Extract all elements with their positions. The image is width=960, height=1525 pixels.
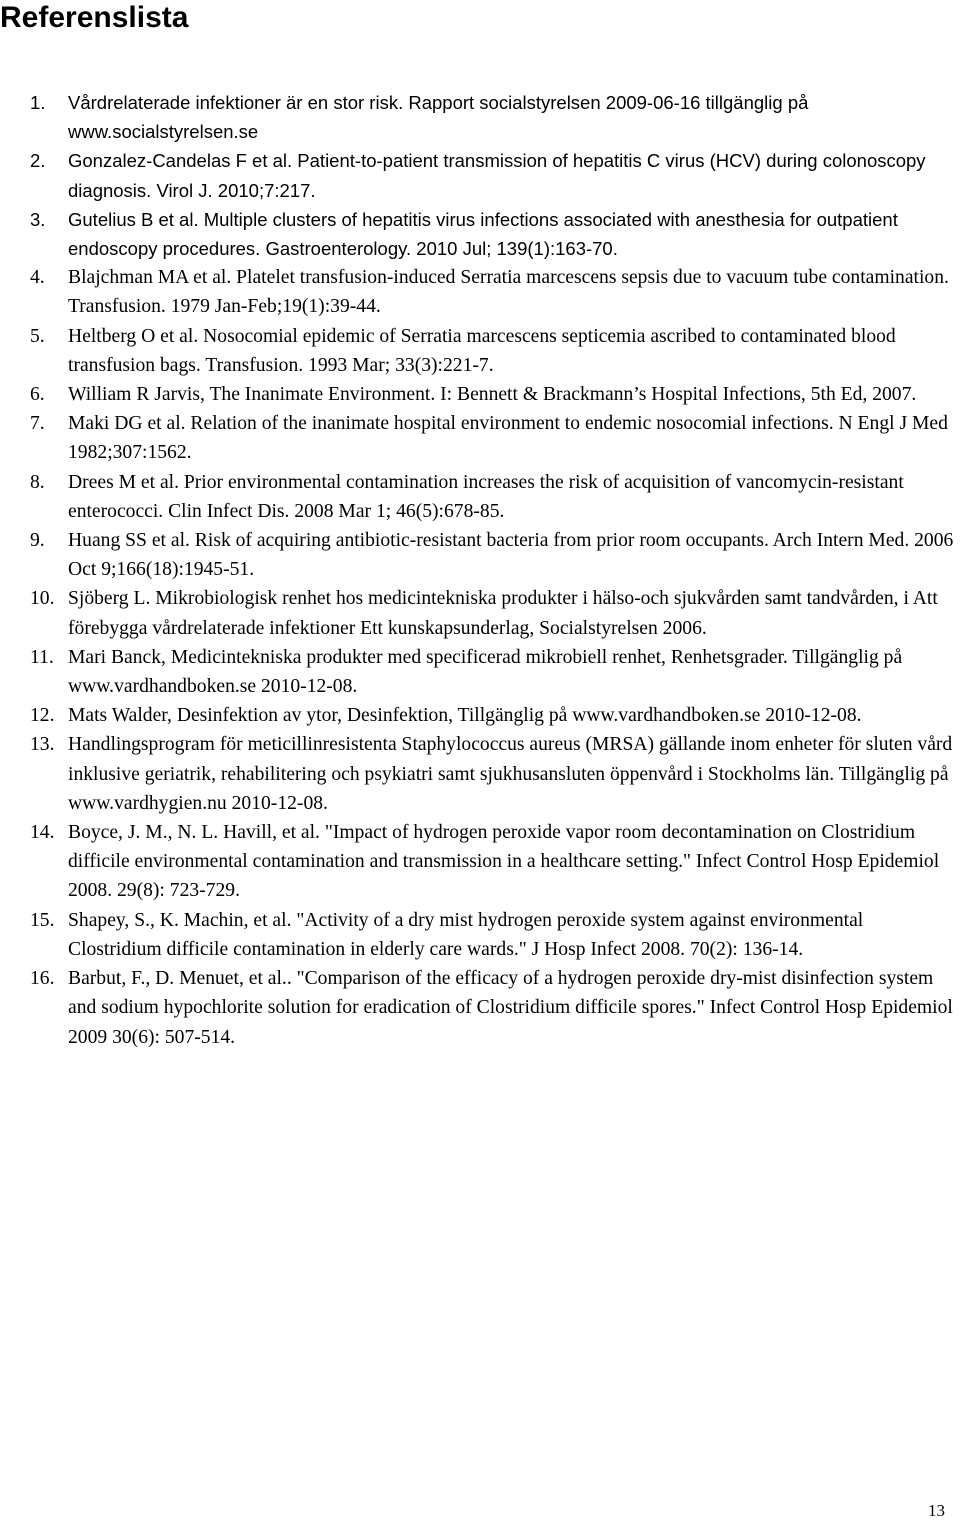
reference-item	[0, 205, 960, 263]
reference-item	[0, 263, 960, 321]
reference-text: Shapey, S., K. Machin, et al. "Activity of a dry mist hydrogen peroxide system against environmental Clostridium difficile contamination in elderly care wards." J Hosp Infect 2008. 70(2): 136-14.	[68, 909, 864, 960]
reference-text: Vårdrelaterade infektioner är en stor risk. Rapport socialstyrelsen 2009-06-16 tillgänglig på www.socialstyrelsen.se	[68, 92, 809, 143]
reference-text: Mari Banck, Medicintekniska produkter med specificerad mikrobiell renhet, Renhetsgrader. Tillgänglig på www.vardhandboken.se 2010-12-08.	[68, 646, 903, 698]
reference-number: 12.	[30, 705, 55, 727]
reference-text: Maki DG et al. Relation of the inanimate hospital environment to endemic nosocomial infections. N Engl J Med 1982;307:1562.	[68, 413, 948, 464]
reference-text: Handlingsprogram för meticillinresistenta Staphylococcus aureus (MRSA) gällande inom enheter för sluten vård inklusive geriatrik, rehabilitering och psykiatri samt sjukhusansluten öppenvård i Stockholms län. Tillgänglig på www.vardhygien.nu 2010-12-08.	[68, 734, 953, 814]
reference-item	[0, 322, 960, 380]
reference-number: 13.	[30, 734, 55, 756]
reference-number: 14.	[30, 822, 55, 844]
reference-number: 11.	[30, 646, 54, 668]
reference-item	[0, 818, 960, 906]
reference-item	[0, 380, 960, 409]
reference-text: Drees M et al. Prior environmental contamination increases the risk of acquisition of vancomycin-resistant enterococci. Clin Infect Dis. 2008 Mar 1; 46(5):678-85.	[68, 471, 904, 522]
reference-text: Boyce, J. M., N. L. Havill, et al. "Impact of hydrogen peroxide vapor room decontamination on Clostridium difficile environmental contamination and transmission in a healthcare setting." Infect Control Hosp Epidemiol 2008. 29(8): 723-729.	[68, 822, 940, 902]
reference-item	[0, 468, 960, 526]
reference-text: William R Jarvis, The Inanimate Environment. I: Bennett & Brackmann’s Hospital Infections, 5th Ed, 2007.	[68, 384, 917, 406]
reference-text: Sjöberg L. Mikrobiologisk renhet hos medicintekniska produkter i hälso-och sjukvården samt tandvården, i Att förebygga vårdrelaterade infektioner Ett kunskapsunderlag, Socialstyrelsen 2006.	[68, 588, 938, 639]
reference-number: 6.	[30, 384, 45, 406]
reference-number: 3.	[30, 208, 46, 230]
reference-item	[0, 643, 960, 701]
reference-number: 4.	[30, 267, 45, 289]
reference-text: Gonzalez-Candelas F et al. Patient-to-patient transmission of hepatitis C virus (HCV) during colonoscopy diagnosis. Virol J. 2010;7:217.	[68, 150, 926, 201]
reference-text: Heltberg O et al. Nosocomial epidemic of Serratia marcescens septicemia ascribed to contaminated blood transfusion bags. Transfusion. 1993 Mar; 33(3):221-7.	[68, 325, 896, 376]
reference-number: 15.	[30, 909, 55, 931]
reference-item	[0, 526, 960, 584]
reference-text: Blajchman MA et al. Platelet transfusion-induced Serratia marcescens sepsis due to vacuum tube contamination. Transfusion. 1979 Jan-Feb;19(1):39-44.	[68, 267, 949, 318]
reference-number: 7.	[30, 413, 45, 435]
reference-number: 16.	[30, 968, 55, 990]
reference-text: Mats Walder, Desinfektion av ytor, Desinfektion, Tillgänglig på www.vardhandboken.se 2010-12-08.	[68, 705, 862, 727]
reference-item	[0, 906, 960, 964]
reference-number: 1.	[30, 92, 46, 113]
reference-text: Barbut, F., D. Menuet, et al.. "Comparison of the efficacy of a hydrogen peroxide dry-mist disinfection system and sodium hypochlorite solution for eradication of Clostridium difficile spores." Infect Control Hosp Epidemiol 2009 30(6): 507-514.	[68, 968, 953, 1048]
reference-text: Gutelius B et al. Multiple clusters of hepatitis virus infections associated with anesthesia for outpatient endoscopy procedures. Gastroenterology. 2010 Jul; 139(1):163-70.	[68, 208, 898, 260]
page-title: Referenslista	[0, 1, 189, 34]
reference-item	[0, 584, 960, 642]
reference-number: 8.	[30, 471, 45, 493]
reference-item	[0, 409, 960, 467]
reference-item	[0, 964, 960, 1052]
reference-item	[0, 88, 960, 146]
reference-number: 5.	[30, 325, 45, 347]
reference-number: 10.	[30, 588, 55, 610]
reference-item	[0, 730, 960, 818]
reference-item	[0, 701, 960, 730]
reference-number: 9.	[30, 530, 45, 552]
reference-number: 2.	[30, 150, 46, 172]
reference-item	[0, 146, 960, 204]
page-number: 13	[928, 1501, 945, 1520]
reference-list	[0, 88, 960, 1052]
reference-text: Huang SS et al. Risk of acquiring antibiotic-resistant bacteria from prior room occupants. Arch Intern Med. 2006 Oct 9;166(18):1945-51.	[68, 530, 954, 581]
